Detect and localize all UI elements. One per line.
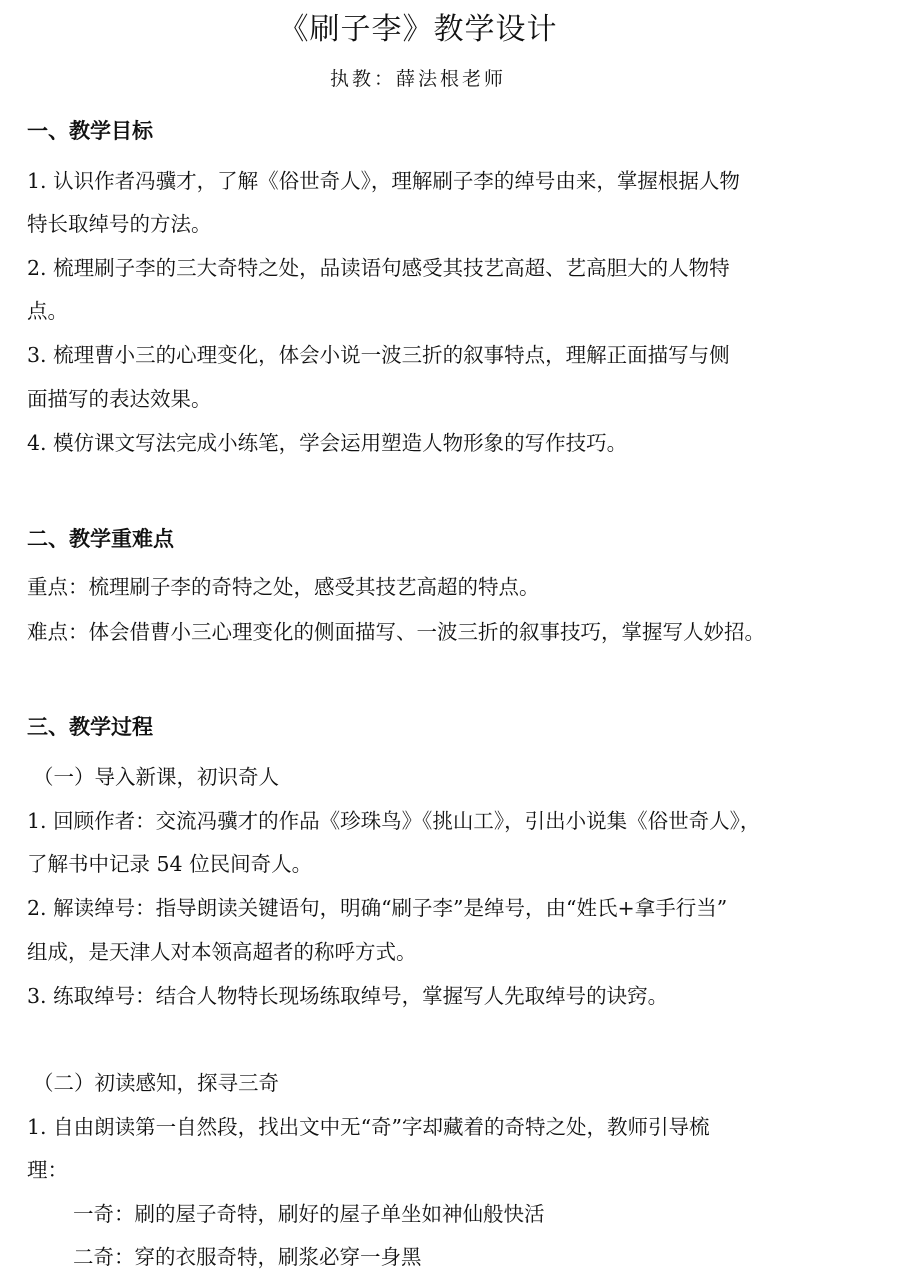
- text-line-indented: 一奇：刷的屋子奇特，刷好的屋子单坐如神仙般快活: [73, 1202, 545, 1226]
- text-line: 了解书中记录 54 位民间奇人。: [27, 852, 313, 876]
- section-heading-process: 三、教学过程: [27, 715, 153, 739]
- text-line: 点。: [27, 299, 68, 323]
- author-line: 执教：薛法根老师: [329, 68, 506, 90]
- text-line: 1. 回顾作者：交流冯骥才的作品《珍珠鸟》《挑山工》，引出小说集《俗世奇人》，: [27, 809, 761, 833]
- text-line: 理：: [27, 1158, 68, 1182]
- text-line: 2. 解读绰号：指导朗读关键语句，明确“刷子李”是绰号，由“姓氏+拿手行当”: [27, 896, 728, 920]
- text-line: 2. 梳理刷子李的三大奇特之处，品读语句感受其技艺高超、艺高胆大的人物特: [27, 256, 730, 280]
- text-line: 4. 模仿课文写法完成小练笔，学会运用塑造人物形象的写作技巧。: [27, 431, 628, 455]
- text-line: 面描写的表达效果。: [27, 387, 212, 411]
- text-line: 特长取绰号的方法。: [27, 212, 212, 236]
- section-heading-key-points: 二、教学重难点: [27, 527, 174, 551]
- text-line: 1. 自由朗读第一自然段，找出文中无“奇”字却藏着的奇特之处，教师引导梳: [27, 1115, 710, 1139]
- section-heading-goals: 一、教学目标: [27, 119, 153, 143]
- text-line: 3. 练取绰号：结合人物特长现场练取绰号，掌握写人先取绰号的诀窍。: [27, 984, 669, 1008]
- document-title: 《刷子李》教学设计: [278, 12, 558, 47]
- text-line: 组成，是天津人对本领高超者的称呼方式。: [27, 940, 417, 964]
- text-line: 3. 梳理曹小三的心理变化，体会小说一波三折的叙事特点，理解正面描写与侧: [27, 343, 730, 367]
- text-line-indented: 二奇：穿的衣服奇特，刷浆必穿一身黑: [73, 1245, 422, 1269]
- text-line: 重点：梳理刷子李的奇特之处，感受其技艺高超的特点。: [27, 575, 540, 599]
- text-line: 难点：体会借曹小三心理变化的侧面描写、一波三折的叙事技巧，掌握写人妙招。: [27, 620, 765, 644]
- text-line: 1. 认识作者冯骥才，了解《俗世奇人》，理解刷子李的绰号由来，掌握根据人物: [27, 169, 740, 193]
- subsection-heading: （一）导入新课，初识奇人: [33, 765, 279, 789]
- subsection-heading: （二）初读感知，探寻三奇: [33, 1071, 279, 1095]
